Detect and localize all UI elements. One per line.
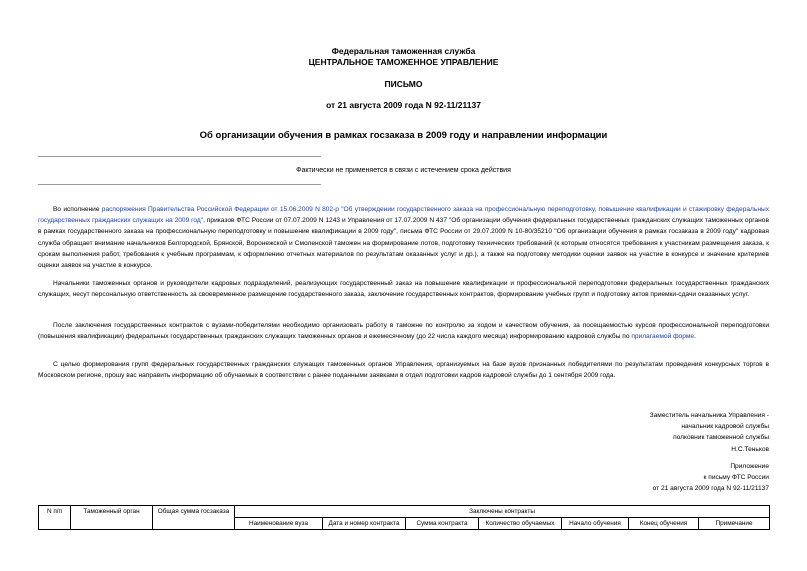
divider-top <box>38 156 321 157</box>
appendix-line-3: от 21 августа 2009 года N 92-11/21137 <box>652 485 769 493</box>
divider-bottom <box>38 184 321 185</box>
document-date: от 21 августа 2009 года N 92-11/21137 <box>326 100 481 110</box>
paragraph-3 <box>38 320 769 342</box>
col-header-contracts-group: Заключены контракты <box>235 506 770 518</box>
signature-block <box>560 410 769 455</box>
col-header-trainees-count: Количество обучаемых <box>479 518 562 530</box>
document-title: Об организации обучения в рамках госзаказа в 2009 году и направлении информации <box>199 130 608 141</box>
paragraph-4 <box>38 359 769 381</box>
table-header-row-1 <box>39 506 770 518</box>
col-header-training-end: Конец обучения <box>629 518 699 530</box>
col-header-note: Примечание <box>699 518 770 530</box>
paragraph-1 <box>38 204 769 271</box>
signature-name: Н.С.Теньков <box>731 445 769 453</box>
col-header-university: Наименование вуза <box>235 518 323 530</box>
document-type: ПИСЬМО <box>384 79 423 89</box>
col-header-contract-date-number: Дата и номер контракта <box>323 518 406 530</box>
paragraph-3-text-b: . <box>694 333 696 341</box>
signature-line-1: Заместитель начальника Управления - <box>649 412 769 419</box>
agency-name: Федеральная таможенная служба <box>331 46 476 56</box>
department-name: ЦЕНТРАЛЬНОЕ ТАМОЖЕННОЕ УПРАВЛЕНИЕ <box>308 57 499 67</box>
appendix-line-1: Приложение <box>730 463 769 470</box>
paragraph-1-text-a: Во исполнение <box>53 206 102 213</box>
paragraph-3-text-a: После заключения государственных контрактов с вузами-победителями необходимо организовать работу в таможне по контролю за ходом и качеством обучения, за посещаемостью курсов профессиональной переподготовки (повышения квалификации) федеральных государственных гражданских служащих таможенных органов и ежемесячному (до 22 числа каждого месяца) информированию кадровой службы по <box>38 322 769 341</box>
signature-line-2: начальник кадровой службы <box>681 423 769 431</box>
appendix-block <box>560 461 769 495</box>
col-header-total-sum: Общая сумма госзаказа <box>153 506 235 530</box>
col-header-contract-sum: Сумма контракта <box>406 518 479 530</box>
col-header-training-start: Начало обучения <box>562 518 629 530</box>
col-header-number: N п/п <box>39 506 71 530</box>
paragraph-2 <box>38 278 769 300</box>
report-form-table <box>38 505 770 530</box>
paragraph-4-text: С целью формирования групп федеральных государственных гражданских служащих таможенных органов Управления, организуемых на базе вузов признанных победителями по результатам проведения конкурсных торгов в Московском регионе, прошу вас направить информацию об обучаемых в соответствии с ранее поданными заявками в отдел подготовки кадров кадровой службы до 1 сентября 2009 года. <box>38 361 769 380</box>
paragraph-1-text-b: , приказов ФТС России от 07.07.2009 N 1243 и Управления от 17.07.2009 N 437 "Об организации обучения федеральных государственных гражданских служащих таможенных органов в рамках государственного заказа на профессиональную переподготовку и повышение квалификации в 2009 году", письма ФТС России от 29.07.2009 N 10-80/35210 "Об организации обучения в рамках госзаказа в 2009 году" кадровая служба обращает внимание начальников Белгородской, Брянской, Воронежской и Смоленской таможен на формирование лотов, подготовку технических требований (к которым относятся требования к участникам размещения заказа, к срокам выполнения работ, требования к учебным программам, к оформлению отчетных материалов по результатам оказанных услуг и др.), а также на подготовку методики оценки заявок на участие в конкурсе и значение критериев оценки заявок на участие в конкурсе. <box>38 217 769 270</box>
paragraph-2-text: Начальники таможенных органов и руководители кадровых подразделений, реализующих государственный заказ на повышение квалификации и профессиональной переподготовки федеральных государственных гражданских служащих, несут персональную ответственность за своевременное размещение государственного заказа, заключение государственных контрактов, формирование учебных групп и подготовку актов приемки-сдачи оказанных услуг. <box>38 280 769 299</box>
status-note: Фактически не применяется в связи с истечением срока действия <box>296 167 511 174</box>
col-header-customs-organ: Таможенный орган <box>71 506 153 530</box>
appendix-line-2: к письму ФТС России <box>703 474 769 482</box>
attached-form-link[interactable]: прилагаемой форме <box>631 333 695 341</box>
signature-line-3: полковник таможенной службы <box>673 434 769 442</box>
government-order-link[interactable]: распоряжения Правительства Российской Федерации от 15.06.2009 N 802-р "Об утверждении государственного заказа на профессиональную переподготовку, повышение квалификации и стажировку федеральных государственных гражданских служащих на 2009 год" <box>38 206 769 225</box>
